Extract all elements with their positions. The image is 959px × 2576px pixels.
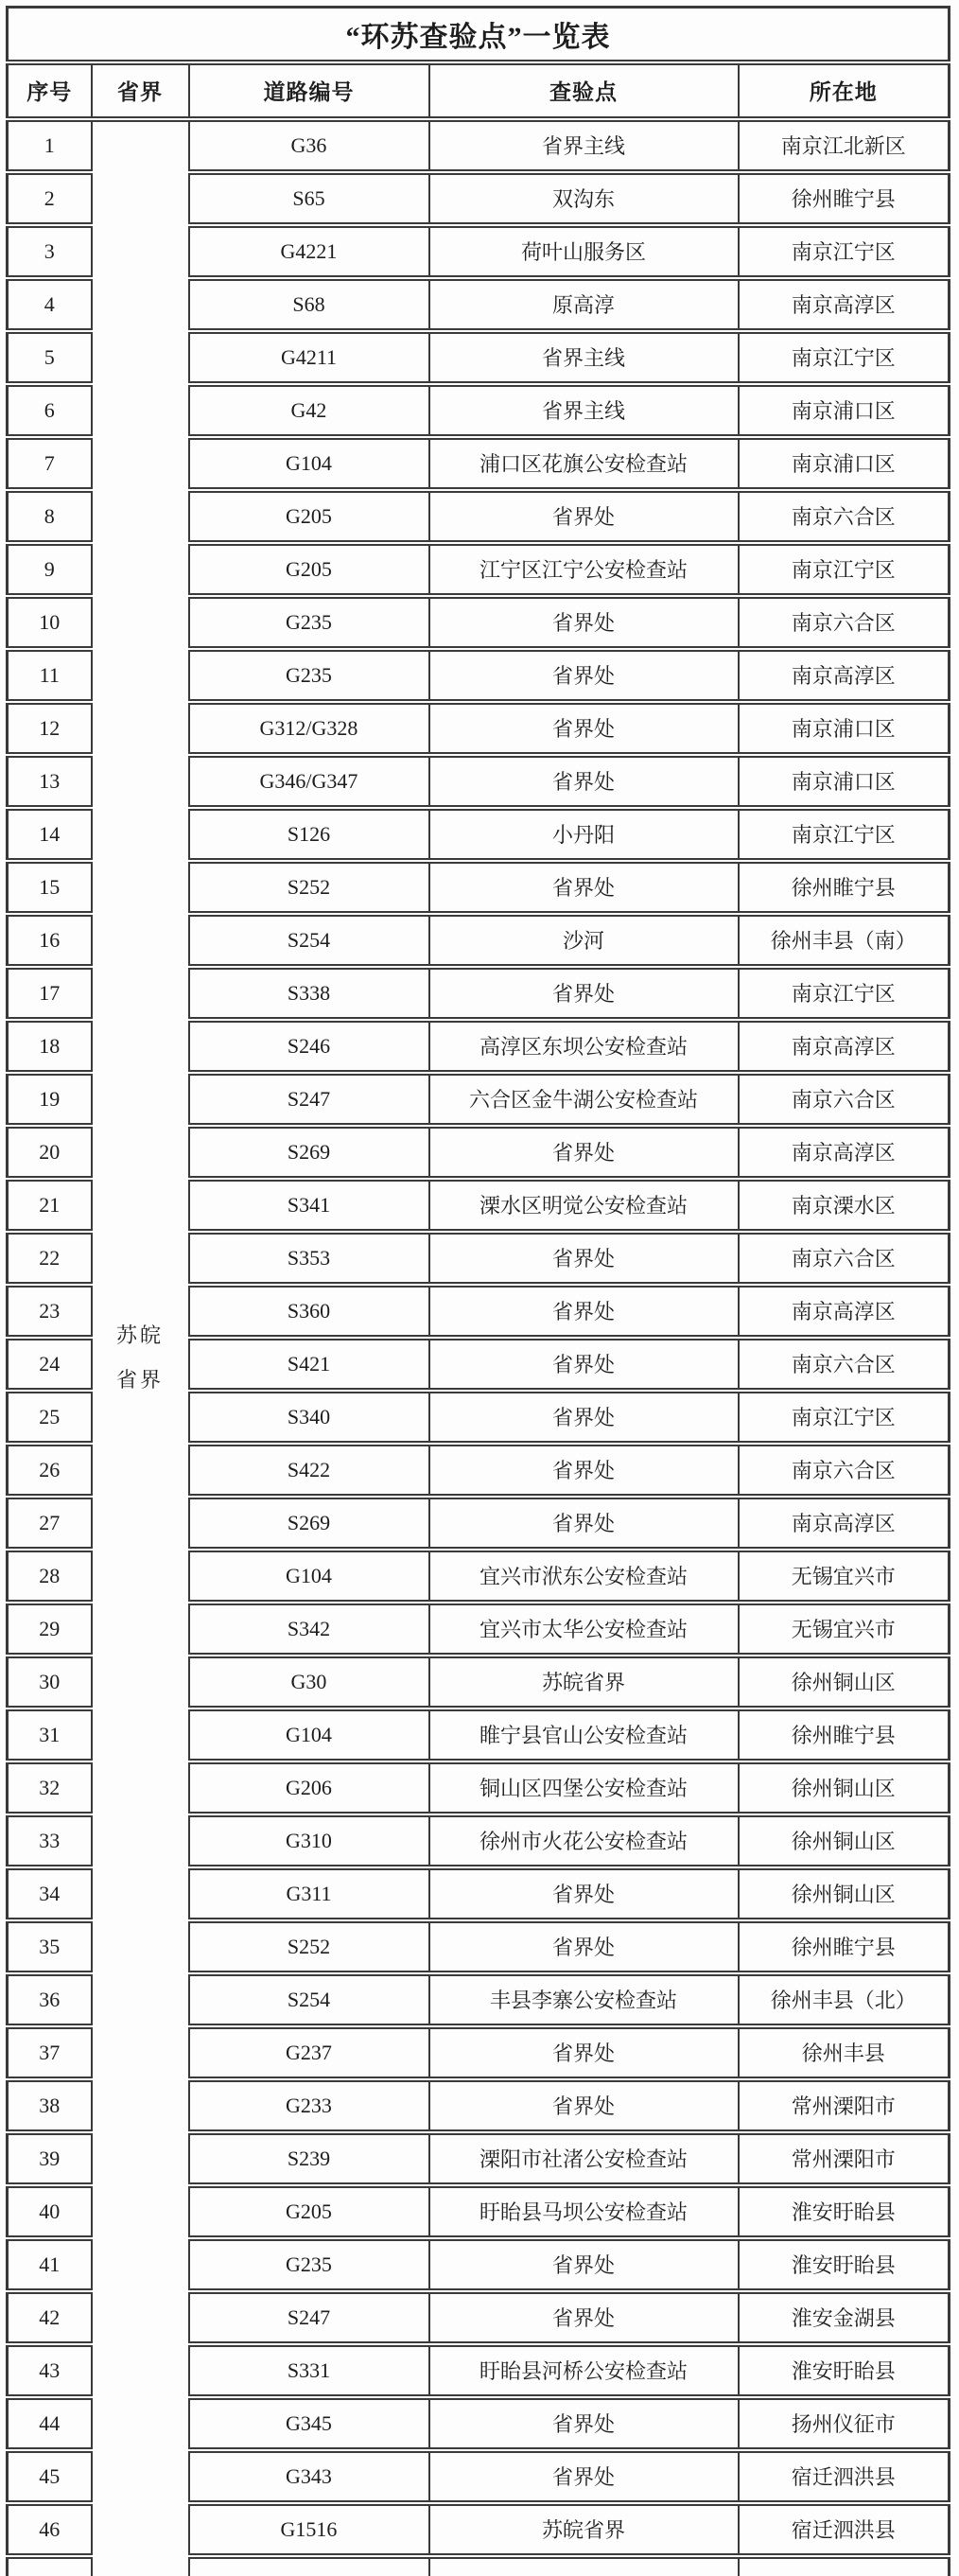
cell-checkpoint: 沙河 [429,914,739,967]
cell-location: 徐州丰县（南） [739,914,950,967]
cell-serial: 42 [8,2291,92,2344]
cell-empty [739,2556,950,2576]
cell-checkpoint: 省界处 [429,2026,739,2079]
cell-road-code: G346/G347 [189,755,429,808]
cell-road-code: G206 [189,1761,429,1814]
cell-serial: 21 [8,1179,92,1232]
cell-checkpoint: 省界处 [429,1232,739,1285]
inspection-points-table [6,6,950,2576]
cell-location: 宿迁泗洪县 [739,2503,950,2556]
cell-location: 南京江北新区 [739,119,950,172]
cell-road-code: S340 [189,1391,429,1444]
cell-serial: 43 [8,2344,92,2397]
cell-road-code: S247 [189,2291,429,2344]
cell-road-code: S247 [189,1073,429,1126]
cell-road-code: S422 [189,1444,429,1497]
table-row [8,119,950,172]
cell-checkpoint: 省界主线 [429,119,739,172]
cell-road-code: G235 [189,2238,429,2291]
cell-serial: 35 [8,1920,92,1973]
cell-serial: 2 [8,172,92,225]
cell-checkpoint: 丰县李寨公安检查站 [429,1973,739,2026]
cell-serial: 29 [8,1603,92,1656]
cell-checkpoint: 盱眙县河桥公安检查站 [429,2344,739,2397]
cell-checkpoint: 省界处 [429,1391,739,1444]
cell-road-code: G205 [189,543,429,596]
cell-serial: 7 [8,437,92,490]
cell-serial: 30 [8,1656,92,1709]
cell-location: 扬州仪征市 [739,2397,950,2450]
cell-location: 徐州睢宁县 [739,1709,950,1761]
cell-road-code: G237 [189,2026,429,2079]
cell-empty [429,2556,739,2576]
cell-road-code: S254 [189,1973,429,2026]
cell-serial: 20 [8,1126,92,1179]
cell-road-code: G104 [189,1709,429,1761]
cell-road-code: S252 [189,1920,429,1973]
cell-location: 南京高淳区 [739,1126,950,1179]
cell-empty [8,2556,92,2576]
cell-serial: 44 [8,2397,92,2450]
cell-serial: 45 [8,2450,92,2503]
province-border-line2: 省界 [115,1368,164,1393]
cell-serial: 9 [8,543,92,596]
cell-road-code: G42 [189,384,429,437]
cell-location: 淮安金湖县 [739,2291,950,2344]
page-title: “环苏查验点”一览表 [8,8,950,62]
cell-location: 南京江宁区 [739,1391,950,1444]
cell-location: 南京江宁区 [739,967,950,1020]
cell-serial: 5 [8,331,92,384]
cell-checkpoint: 省界处 [429,2291,739,2344]
cell-serial: 33 [8,1814,92,1867]
cell-location: 徐州铜山区 [739,1761,950,1814]
cell-location: 南京江宁区 [739,225,950,278]
cell-location: 南京浦口区 [739,755,950,808]
cell-location: 徐州丰县 [739,2026,950,2079]
cell-location: 淮安盱眙县 [739,2185,950,2238]
cell-serial: 13 [8,755,92,808]
cell-location: 无锡宜兴市 [739,1603,950,1656]
column-header-road-code: 道路编号 [189,62,429,119]
cell-serial: 1 [8,119,92,172]
cell-road-code: G30 [189,1656,429,1709]
cell-checkpoint: 浦口区花旗公安检查站 [429,437,739,490]
cell-checkpoint: 省界主线 [429,331,739,384]
cell-location: 南京高淳区 [739,1285,950,1338]
cell-checkpoint: 省界处 [429,596,739,649]
cell-serial: 14 [8,808,92,861]
cell-checkpoint: 原高淳 [429,278,739,331]
cell-serial: 22 [8,1232,92,1285]
cell-road-code: S252 [189,861,429,914]
cell-checkpoint: 省界处 [429,1285,739,1338]
cell-checkpoint: 省界处 [429,2079,739,2132]
cell-checkpoint: 盱眙县马坝公安检查站 [429,2185,739,2238]
cell-road-code: G4221 [189,225,429,278]
cell-checkpoint: 省界处 [429,1444,739,1497]
cell-road-code: G104 [189,1550,429,1603]
cell-location: 南京浦口区 [739,437,950,490]
cell-location: 南京六合区 [739,490,950,543]
cell-checkpoint: 苏皖省界 [429,2503,739,2556]
cell-location: 徐州睢宁县 [739,172,950,225]
cell-road-code: G104 [189,437,429,490]
cell-checkpoint: 徐州市火花公安检查站 [429,1814,739,1867]
cell-road-code: S269 [189,1497,429,1550]
cell-location: 南京六合区 [739,1232,950,1285]
cell-location: 南京六合区 [739,1338,950,1391]
cell-checkpoint: 荷叶山服务区 [429,225,739,278]
cell-location: 南京高淳区 [739,1497,950,1550]
cell-location: 徐州睢宁县 [739,861,950,914]
cell-serial: 27 [8,1497,92,1550]
cell-serial: 24 [8,1338,92,1391]
column-header-checkpoint: 查验点 [429,62,739,119]
cell-checkpoint: 省界处 [429,649,739,702]
cell-location: 徐州丰县（北） [739,1973,950,2026]
cell-serial: 31 [8,1709,92,1761]
cell-checkpoint: 省界处 [429,702,739,755]
column-header-border: 省界 [92,62,189,119]
cell-serial: 19 [8,1073,92,1126]
cell-serial: 18 [8,1020,92,1073]
cell-checkpoint: 省界处 [429,2450,739,2503]
cell-road-code: S341 [189,1179,429,1232]
cell-road-code: S126 [189,808,429,861]
cell-serial: 36 [8,1973,92,2026]
cell-serial: 12 [8,702,92,755]
cell-road-code: S65 [189,172,429,225]
cell-serial: 28 [8,1550,92,1603]
cell-road-code: G205 [189,490,429,543]
cell-location: 南京六合区 [739,1073,950,1126]
cell-road-code: S254 [189,914,429,967]
cell-road-code: S360 [189,1285,429,1338]
cell-serial: 40 [8,2185,92,2238]
cell-checkpoint: 省界主线 [429,384,739,437]
cell-location: 徐州铜山区 [739,1814,950,1867]
cell-location: 南京浦口区 [739,702,950,755]
cell-serial: 11 [8,649,92,702]
cell-location: 徐州铜山区 [739,1867,950,1920]
cell-checkpoint: 铜山区四堡公安检查站 [429,1761,739,1814]
cell-checkpoint: 省界处 [429,2397,739,2450]
cell-serial: 41 [8,2238,92,2291]
cell-location: 淮安盱眙县 [739,2238,950,2291]
cell-checkpoint: 溧水区明觉公安检查站 [429,1179,739,1232]
cell-road-code: S239 [189,2132,429,2185]
cell-checkpoint: 省界处 [429,2238,739,2291]
cell-checkpoint: 宜兴市太华公安检查站 [429,1603,739,1656]
cell-checkpoint: 六合区金牛湖公安检查站 [429,1073,739,1126]
column-header-serial: 序号 [8,62,92,119]
cell-road-code: G1516 [189,2503,429,2556]
cell-checkpoint: 省界处 [429,1867,739,1920]
cell-location: 南京六合区 [739,1444,950,1497]
cell-serial: 4 [8,278,92,331]
cell-location: 南京江宁区 [739,543,950,596]
cell-checkpoint: 省界处 [429,1126,739,1179]
cell-location: 南京浦口区 [739,384,950,437]
cell-location: 南京高淳区 [739,278,950,331]
cell-serial: 32 [8,1761,92,1814]
cell-serial: 39 [8,2132,92,2185]
cell-road-code: G235 [189,596,429,649]
cell-road-code: G205 [189,2185,429,2238]
cell-location: 宿迁泗洪县 [739,2450,950,2503]
cell-serial: 3 [8,225,92,278]
cell-serial: 10 [8,596,92,649]
cell-road-code: S246 [189,1020,429,1073]
cell-serial: 16 [8,914,92,967]
cell-location: 常州溧阳市 [739,2132,950,2185]
cell-road-code: G345 [189,2397,429,2450]
cell-location: 南京高淳区 [739,1020,950,1073]
cell-checkpoint: 高淳区东坝公安检查站 [429,1020,739,1073]
cell-checkpoint: 睢宁县官山公安检查站 [429,1709,739,1761]
cell-road-code: S331 [189,2344,429,2397]
cell-location: 常州溧阳市 [739,2079,950,2132]
cell-road-code: S421 [189,1338,429,1391]
cell-serial: 37 [8,2026,92,2079]
cell-location: 南京六合区 [739,596,950,649]
cell-road-code: G312/G328 [189,702,429,755]
cell-checkpoint: 溧阳市社渚公安检查站 [429,2132,739,2185]
cell-checkpoint: 省界处 [429,490,739,543]
cell-road-code: G36 [189,119,429,172]
cell-serial: 34 [8,1867,92,1920]
cell-location: 南京江宁区 [739,808,950,861]
cell-serial: 25 [8,1391,92,1444]
cell-serial: 15 [8,861,92,914]
cell-location: 无锡宜兴市 [739,1550,950,1603]
cell-road-code: S338 [189,967,429,1020]
cell-checkpoint: 省界处 [429,1338,739,1391]
cell-serial: 26 [8,1444,92,1497]
cell-serial: 23 [8,1285,92,1338]
cell-road-code: G310 [189,1814,429,1867]
cell-location: 徐州睢宁县 [739,1920,950,1973]
cell-road-code: G233 [189,2079,429,2132]
cell-serial: 6 [8,384,92,437]
cell-checkpoint: 江宁区江宁公安检查站 [429,543,739,596]
title-row [8,8,950,62]
cell-road-code: G311 [189,1867,429,1920]
cell-checkpoint: 宜兴市洑东公安检查站 [429,1550,739,1603]
cell-checkpoint: 省界处 [429,755,739,808]
cell-checkpoint: 省界处 [429,967,739,1020]
cell-empty [189,2556,429,2576]
cell-checkpoint: 省界处 [429,1497,739,1550]
cell-serial: 8 [8,490,92,543]
header-row [8,62,950,119]
cell-road-code: G235 [189,649,429,702]
cell-serial: 17 [8,967,92,1020]
cell-checkpoint: 省界处 [429,861,739,914]
cell-road-code: S68 [189,278,429,331]
cell-location: 南京江宁区 [739,331,950,384]
cell-location: 徐州铜山区 [739,1656,950,1709]
cell-road-code: G343 [189,2450,429,2503]
province-border-cell [92,119,189,2576]
cell-location: 南京高淳区 [739,649,950,702]
cell-serial: 46 [8,2503,92,2556]
cell-checkpoint: 小丹阳 [429,808,739,861]
cell-checkpoint: 省界处 [429,1920,739,1973]
cell-road-code: S342 [189,1603,429,1656]
cell-checkpoint: 双沟东 [429,172,739,225]
cell-road-code: G4211 [189,331,429,384]
cell-road-code: S269 [189,1126,429,1179]
cell-road-code: S353 [189,1232,429,1285]
cell-location: 南京溧水区 [739,1179,950,1232]
cell-serial: 38 [8,2079,92,2132]
cell-location: 淮安盱眙县 [739,2344,950,2397]
cell-checkpoint: 苏皖省界 [429,1656,739,1709]
province-border-line1: 苏皖 [115,1323,164,1347]
column-header-location: 所在地 [739,62,950,119]
